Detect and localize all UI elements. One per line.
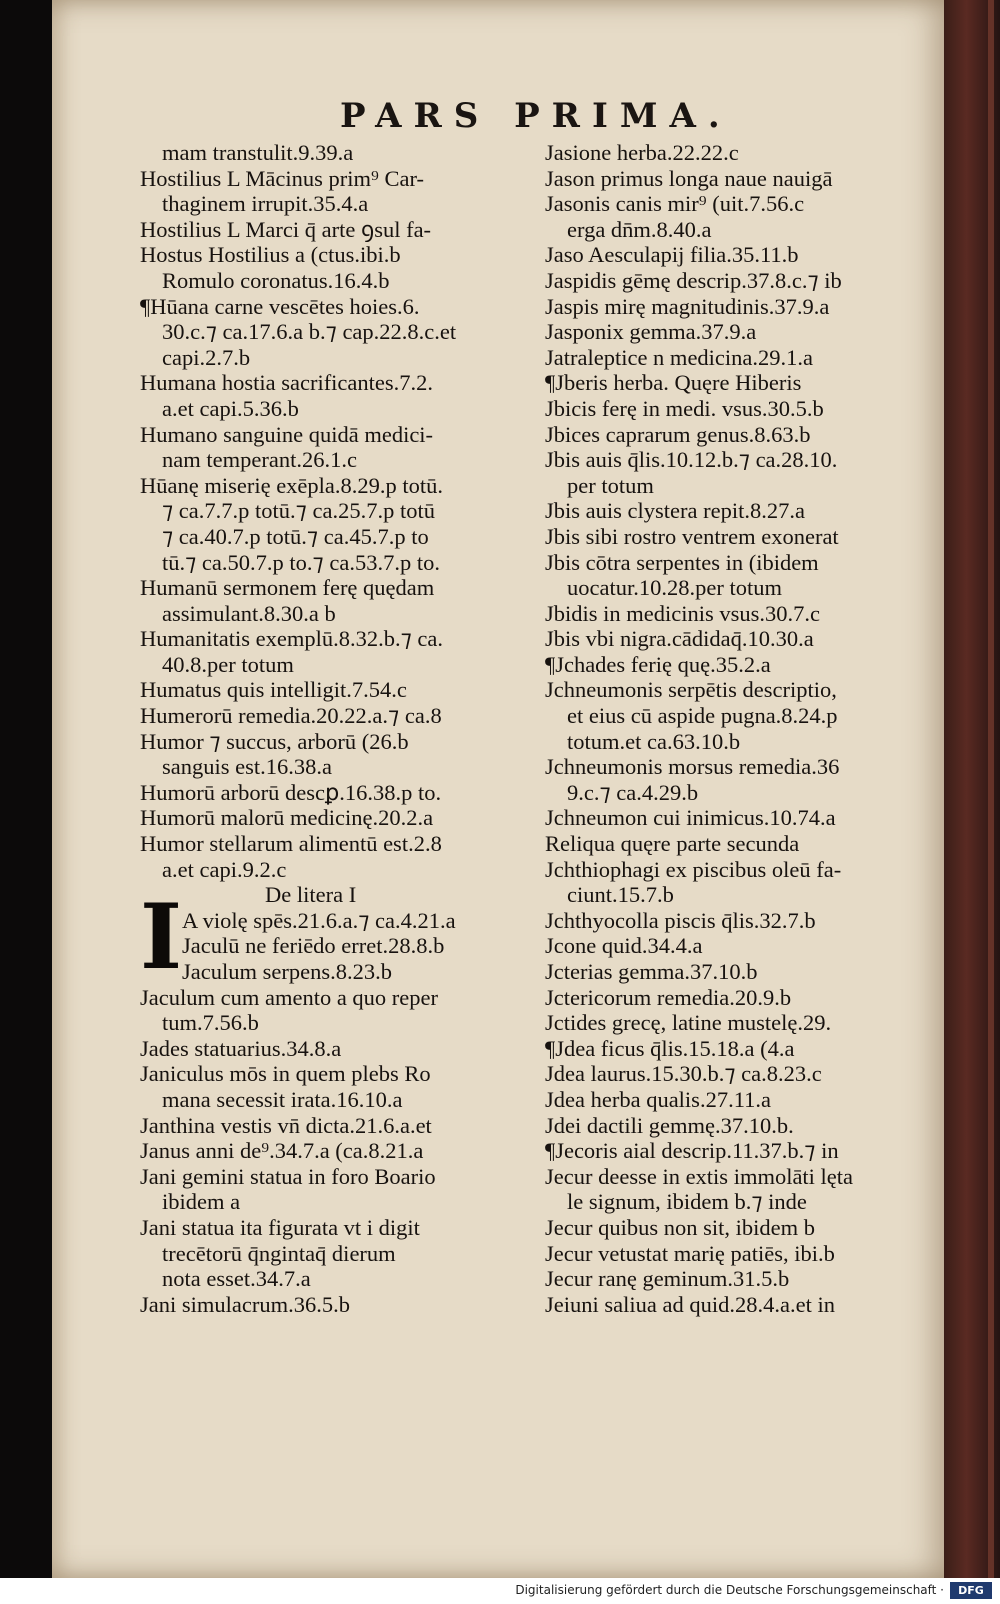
left-entry-line: Hūanę miserię exēpla.8.29.p totū. [140,472,444,498]
left-entry-line: Hostilius L Mācinus prim⁹ Car- [140,165,425,191]
right-entry-line: Jchneumon cui inimicus.10.74.a [545,805,836,831]
right-entry-line: ¶Jchades ferię quę.35.2.a [545,651,771,677]
right-entry-line: Jecur vetustat marię patiēs, ibi.b [545,1240,835,1266]
left-column [140,140,540,1317]
right-column [545,140,940,1317]
right-entry-line: Jasione herba.22.22.c [545,140,739,165]
left-entry-line: Humanitatis exemplū.8.32.b.⁊ ca. [140,626,443,652]
right-entry-line: Jasponix gemma.37.9.a [545,319,757,345]
right-entry-line: Jecur quibus non sit, ibidem b [545,1214,815,1240]
running-head: PARS PRIMA. [340,96,732,136]
left-entry-line: Jaculum serpens.8.23.b [182,959,392,984]
left-entry-line: capi.2.7.b [162,344,251,370]
right-entry-line: ¶Jecoris aial descrip.11.37.b.⁊ in [545,1138,839,1164]
right-entry-line: Jaspidis gēmę descrip.37.8.c.⁊ ib [545,267,842,293]
left-entry-line: Romulo coronatus.16.4.b [162,267,390,293]
right-entry-line: Jbidis in medicinis vsus.30.7.c [545,600,820,626]
left-entry-line: Humerorū remedia.20.22.a.⁊ ca.8 [140,703,442,729]
left-entry-line: assimulant.8.30.a b [162,600,336,626]
right-entry-line: Jchthiophagi ex piscibus oleū fa- [545,856,842,882]
right-entry-line: Jasonis canis mir⁹ (uit.7.56.c [545,191,805,217]
funding-note: Digitalisierung gefördert durch die Deutsche Forschungsgemeinschaft · [515,1583,944,1597]
left-entry-line: Jani simulacrum.36.5.b [140,1291,350,1317]
left-entry-line: nota esset.34.7.a [162,1266,311,1292]
right-entry-line: Jason primus longa naue nauigā [545,165,833,191]
page-edge [944,0,1000,1578]
right-entry-line: Jaspis mirę magnitudinis.37.9.a [545,293,830,319]
left-entry-line: Hostilius L Marci q̄ arte ꝯsul fa- [140,216,432,242]
left-entry-line: Janus anni de⁹.34.7.a (ca.8.21.a [140,1138,424,1164]
left-entry-line: Humor ⁊ succus, arborū (26.b [140,728,409,754]
right-entry-line: Jecur ranę geminum.31.5.b [545,1266,790,1292]
left-entry-line: tū.⁊ ca.50.7.p to.⁊ ca.53.7.p to. [162,549,440,575]
left-entry-line: Humanū sermonem ferę quędam [140,575,435,601]
left-entry-line: Jaculum cum amento a quo reper [140,984,439,1010]
left-entry-line: ¶Hūana carne vescētes hoies.6. [140,293,420,319]
right-entry-line: per totum [567,472,654,498]
dfg-logo: DFG [950,1582,992,1599]
left-entry-line: Humatus quis intelligit.7.54.c [140,677,407,703]
right-entry-line: Jbices caprarum genus.8.63.b [545,421,811,447]
right-entry-line: Jbis auis q̄lis.10.12.b.⁊ ca.28.10. [545,447,838,473]
right-entry-line: Jbicis ferę in medi. vsus.30.5.b [545,395,824,421]
left-entry-line: tum.7.56.b [162,1010,259,1036]
left-entry-line: 30.c.⁊ ca.17.6.a b.⁊ cap.22.8.c.et [162,319,457,345]
left-entry-line: Humano sanguine quidā medici- [140,421,434,447]
left-entry-line: Hostus Hostilius a (ctus.ibi.b [140,242,401,268]
left-entry-line: ibidem a [162,1189,241,1215]
right-entry-line: ¶Jdea ficus q̄lis.15.18.a (4.a [545,1035,795,1061]
left-entry-line: a.et capi.5.36.b [162,395,299,421]
right-entry-line: Jdea herba qualis.27.11.a [545,1086,771,1112]
right-entry-line: Jbis cōtra serpentes in (ibidem [545,549,819,575]
right-entry-line: Jbis vbi nigra.cādidaq̄.10.30.a [545,626,814,652]
right-entry-line: Jctericorum remedia.20.9.b [545,984,792,1010]
right-entry-line: ciunt.15.7.b [567,882,674,908]
left-entry-line: Jades statuarius.34.8.a [140,1035,342,1061]
left-entry-line: nam temperant.26.1.c [162,447,357,473]
right-entry-line: et eius cū aspide pugna.8.24.p [567,703,838,729]
left-entry-line: Janthina vestis vn̄ dicta.21.6.a.et [140,1112,432,1138]
right-entry-line: totum.et ca.63.10.b [567,728,741,754]
right-entry-line: Jdea laurus.15.30.b.⁊ ca.8.23.c [545,1061,822,1087]
right-entry-line: Jcterias gemma.37.10.b [545,959,758,984]
footer-bar [0,1578,1000,1604]
left-entry-line: Humana hostia sacrificantes.7.2. [140,370,434,396]
right-entry-line: Jchneumonis serpētis descriptio, [545,677,837,703]
right-entry-line: le signum, ibidem b.⁊ inde [567,1189,807,1215]
right-entry-line: Jatraleptice n medicina.29.1.a [545,344,814,370]
right-entry-line: erga dn̄m.8.40.a [567,216,712,242]
right-entry-line: uocatur.10.28.per totum [567,575,782,601]
left-entry-line: mana secessit irata.16.10.a [162,1086,403,1112]
right-entry-line: 9.c.⁊ ca.4.29.b [567,779,699,805]
left-entry-line: ⁊ ca.7.7.p totū.⁊ ca.25.7.p totū [162,498,435,524]
left-entry-line: Humor stellarum alimentū est.2.8 [140,831,442,857]
right-entry-line: Jbis sibi rostro ventrem exonerat [545,523,839,549]
left-entry-line: 40.8.per totum [162,651,294,677]
drop-cap: I [140,884,183,990]
left-entry-line: Humorū arborū descꝑ.16.38.p to. [140,779,442,805]
left-entry-line: a.et capi.9.2.c [162,856,287,882]
page-edge-band [988,0,994,1578]
left-entry-line: trecētorū q̄ngintaq̄ dierum [162,1240,396,1266]
left-entry-line: De litera I [265,882,357,908]
left-entry-line: ⁊ ca.40.7.p totū.⁊ ca.45.7.p to [162,523,429,549]
left-entry-line: sanguis est.16.38.a [162,754,332,780]
right-entry-line: Jeiuni saliua ad quid.28.4.a.et in [545,1291,835,1317]
left-entry-line: Jani gemini statua in foro Boario [140,1163,436,1189]
right-entry-line: Jaso Aesculapij filia.35.11.b [545,242,799,268]
right-entry-line: ¶Jberis herba. Quęre Hiberis [545,370,802,396]
left-entry-line: Jaculū ne feriēdo erret.28.8.b [182,933,445,959]
right-entry-line: Jcone quid.34.4.a [545,933,703,959]
right-entry-line: Reliqua quęre parte secunda [545,831,800,857]
right-entry-line: Jbis auis clystera repit.8.27.a [545,498,805,524]
right-entry-line: Jecur deesse in extis immolāti lęta [545,1163,854,1189]
left-entry-line: A violę spēs.21.6.a.⁊ ca.4.21.a [182,907,456,933]
left-entry-line: mam transtulit.9.39.a [162,140,354,165]
right-entry-line: Jctides grecę, latine mustelę.29. [545,1010,832,1036]
right-entry-line: Jchthyocolla piscis q̄lis.32.7.b [545,907,816,933]
left-entry-line: Jani statua ita figurata vt i digit [140,1214,420,1240]
left-entry-line: Humorū malorū medicinę.20.2.a [140,805,434,831]
left-entry-line: thaginem irrupit.35.4.a [162,191,369,217]
right-entry-line: Jchneumonis morsus remedia.36 [545,754,840,780]
right-entry-line: Jdei dactili gemmę.37.10.b. [545,1112,794,1138]
left-entry-line: Janiculus mōs in quem plebs Ro [140,1061,431,1087]
